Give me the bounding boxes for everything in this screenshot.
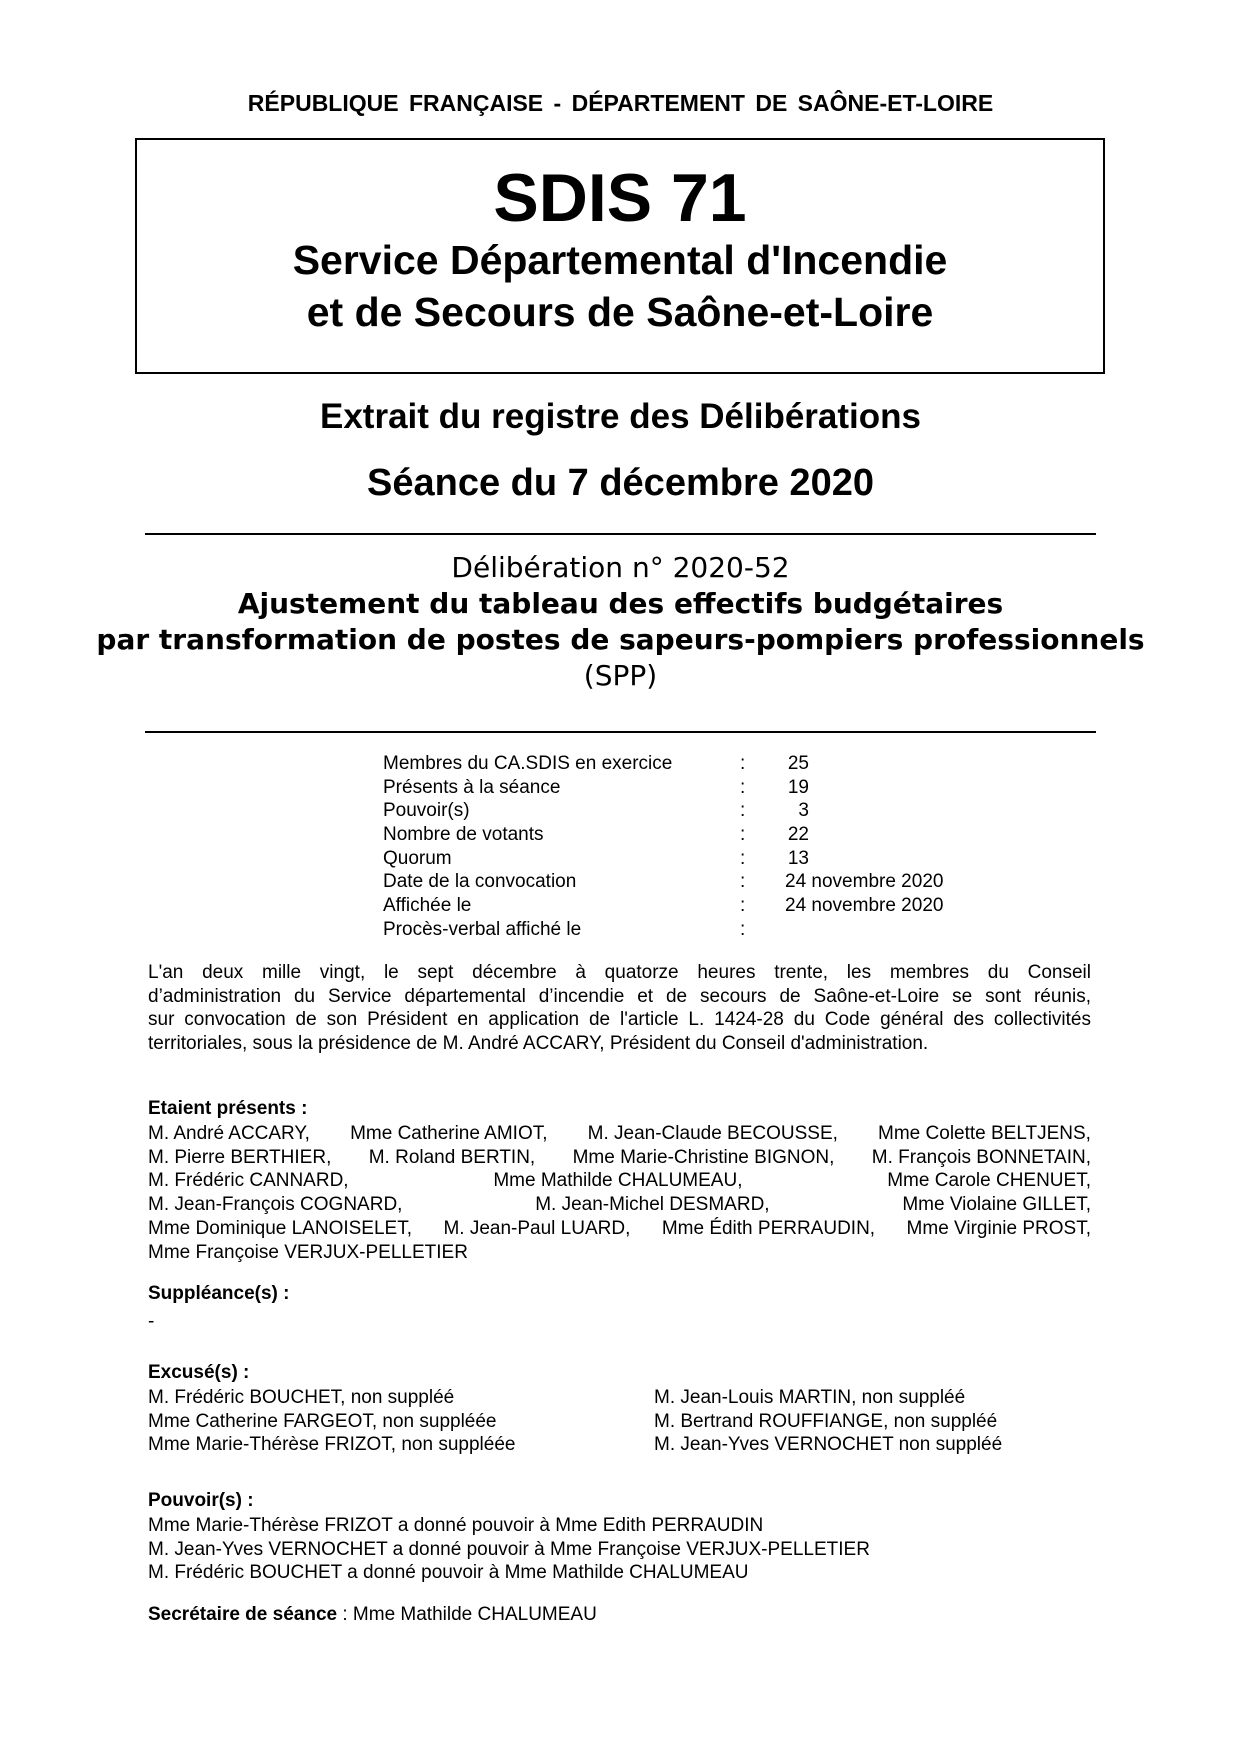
pouvoir-line: Mme Marie-Thérèse FRIZOT a donné pouvoir à Mme Edith PERRAUDIN [148, 1515, 764, 1536]
pouvoirs-list [148, 1514, 870, 1585]
org-subtitle-line1: Service Départemental d'Incendie [292, 237, 948, 283]
presents-line [148, 1122, 1091, 1146]
excused-member: Mme Catherine FARGEOT, non suppléée [148, 1410, 497, 1432]
divider-bottom [145, 731, 1096, 733]
present-member: Mme Colette BELTJENS, [878, 1123, 1091, 1144]
stats-value: 24 novembre 2020 [785, 871, 944, 893]
stats-label: Date de la convocation [383, 871, 577, 893]
stats-row [383, 823, 1025, 847]
stats-label: Affichée le [383, 895, 472, 917]
stats-label: Nombre de votants [383, 824, 544, 846]
excused-member: M. Jean-Yves VERNOCHET non suppléé [654, 1434, 1003, 1456]
excused-member: Mme Marie-Thérèse FRIZOT, non suppléée [148, 1434, 516, 1456]
present-member: M. Roland BERTIN, [368, 1146, 536, 1168]
stats-separator: : [740, 800, 746, 822]
stats-separator: : [740, 753, 746, 774]
stats-value: 24 novembre 2020 [785, 895, 944, 917]
org-subtitle-line2: et de Secours de Saône-et-Loire [306, 289, 934, 335]
secretary-line [148, 1604, 597, 1626]
stats-separator: : [740, 918, 746, 940]
present-member: Mme Catherine AMIOT, [350, 1123, 548, 1144]
org-title: SDIS 71 [493, 160, 747, 236]
present-member: M. André ACCARY, [148, 1123, 310, 1144]
excused-member: M. Bertrand ROUFFIANGE, non suppléé [654, 1410, 998, 1432]
deliberation-subject-line3: (SPP) [583, 659, 658, 692]
excuses-right-column [654, 1386, 1002, 1457]
present-member: M. Jean-Paul LUARD, [443, 1217, 631, 1239]
present-member: M. Jean-François COGNARD, [148, 1194, 403, 1216]
divider-top [145, 533, 1096, 535]
pouvoirs-title: Pouvoir(s) : [148, 1490, 254, 1511]
stats-table [383, 752, 1025, 942]
present-member: M. Pierre BERTHIER, [148, 1146, 332, 1168]
excused-member: M. Frédéric BOUCHET, non suppléé [148, 1387, 455, 1408]
stats-value: 22 [787, 824, 809, 846]
intro-line: territoriales, sous la présidence de M. André ACCARY, Président du Conseil d'administration. [148, 1033, 929, 1055]
deliberation-number: Délibération n° 2020-52 [451, 551, 790, 584]
stats-separator: : [740, 871, 746, 893]
intro-line: sur convocation de son Président en application de l'article L. 1424-28 du Code général des collectivités [148, 1009, 1091, 1031]
stats-row [383, 752, 1025, 776]
present-member: M. Jean-Michel DESMARD, [535, 1194, 770, 1216]
stats-separator: : [740, 895, 746, 917]
title-box [135, 138, 1105, 374]
present-member: Mme Violaine GILLET, [902, 1194, 1091, 1216]
pouvoir-line: M. Jean-Yves VERNOCHET a donné pouvoir à Mme Françoise VERJUX-PELLETIER [148, 1538, 870, 1560]
excused-member: M. Jean-Louis MARTIN, non suppléé [654, 1387, 966, 1408]
stats-label: Membres du CA.SDIS en exercice [383, 753, 673, 774]
excuses-left-column [148, 1386, 654, 1457]
present-member: M. Jean-Claude BECOUSSE, [587, 1123, 838, 1144]
deliberation-subject-line2: par transformation de postes de sapeurs-pompiers professionnels [96, 623, 1145, 656]
intro-line: L'an deux mille vingt, le sept décembre à quatorze heures trente, les membres du Conseil [148, 962, 1091, 983]
presents-line [148, 1193, 1091, 1217]
excuses-list [148, 1386, 1091, 1457]
present-member: Mme Dominique LANOISELET, [148, 1217, 412, 1239]
present-member: M. Frédéric CANNARD, [148, 1170, 349, 1192]
stats-label: Quorum [383, 847, 452, 869]
present-member: Mme Virginie PROST, [906, 1217, 1091, 1239]
suppleance-value: - [148, 1311, 155, 1332]
stats-label: Procès-verbal affiché le [383, 918, 582, 940]
secretary-label: Secrétaire de séance [148, 1604, 338, 1625]
pouvoir-line: M. Frédéric BOUCHET a donné pouvoir à Mme Mathilde CHALUMEAU [148, 1562, 749, 1584]
deliberation-block [0, 550, 1241, 694]
secretary-value: : Mme Mathilde CHALUMEAU [342, 1604, 597, 1625]
stats-row [383, 776, 1025, 800]
intro-paragraph [148, 961, 1091, 1056]
seance-heading: Séance du 7 décembre 2020 [367, 462, 874, 504]
stats-separator: : [740, 824, 746, 846]
present-member: Mme Françoise VERJUX-PELLETIER [148, 1241, 468, 1263]
intro-line: d’administration du Service départemental d’incendie et de secours de Saône-et-Loire se sont réunis, [148, 985, 1091, 1007]
stats-separator: : [740, 776, 746, 798]
presents-line [148, 1241, 1091, 1265]
republic-header: RÉPUBLIQUE FRANÇAISE - DÉPARTEMENT DE SAÔNE-ET-LOIRE [247, 90, 994, 116]
presents-line [148, 1169, 1091, 1193]
stats-row [383, 870, 1025, 894]
stats-row [383, 847, 1025, 871]
presents-list [148, 1122, 1091, 1264]
present-member: Mme Mathilde CHALUMEAU, [493, 1170, 743, 1192]
stats-row [383, 799, 1025, 823]
stats-value: 13 [787, 847, 809, 869]
extract-heading: Extrait du registre des Délibérations [319, 397, 921, 436]
present-member: Mme Marie-Christine BIGNON, [572, 1146, 835, 1168]
presents-title: Etaient présents : [148, 1098, 308, 1119]
presents-line [148, 1146, 1091, 1170]
presents-line [148, 1217, 1091, 1241]
stats-value: 25 [787, 753, 809, 774]
present-member: M. François BONNETAIN, [871, 1146, 1091, 1168]
stats-value [785, 918, 1025, 942]
stats-label: Présents à la séance [383, 776, 561, 798]
stats-row [383, 918, 1025, 942]
suppleance-title: Suppléance(s) : [148, 1283, 290, 1304]
present-member: Mme Carole CHENUET, [887, 1170, 1091, 1192]
present-member: Mme Édith PERRAUDIN, [661, 1217, 876, 1239]
stats-separator: : [740, 847, 746, 869]
stats-label: Pouvoir(s) [383, 800, 470, 822]
deliberation-subject-line1: Ajustement du tableau des effectifs budgétaires [237, 587, 1004, 620]
stats-row [383, 894, 1025, 918]
stats-value: 3 [798, 800, 809, 822]
excuses-title: Excusé(s) : [148, 1362, 250, 1383]
stats-value: 19 [787, 776, 809, 798]
